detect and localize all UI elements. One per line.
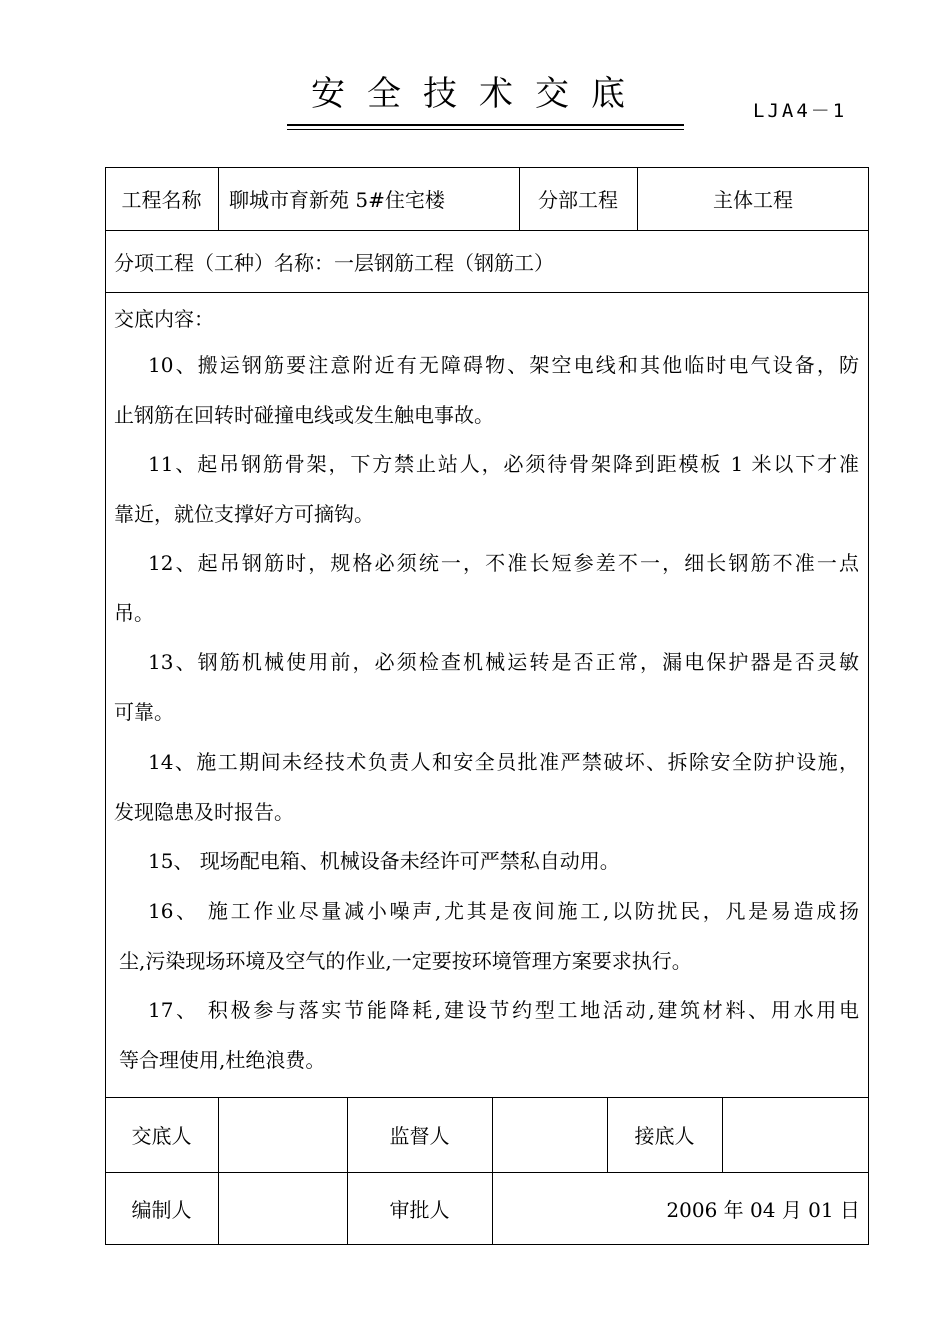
item-11 [114,439,859,539]
item-14 [114,737,859,837]
item-10 [114,340,859,440]
item-line: 10、搬运钢筋要注意附近有无障碍物、架空电线和其他临时电气设备，防 [148,353,859,377]
discloser-value [218,1097,347,1172]
division-label: 分部工程 [538,188,618,212]
item-12 [114,538,859,638]
receiver-value [722,1097,869,1172]
document-title: 安全技术交底 [311,74,647,114]
supervisor-label: 监督人 [389,1124,450,1148]
supervisor-value [492,1097,607,1172]
item-line: 发现隐患及时报告。 [114,800,294,824]
preparer-label: 编制人 [131,1198,192,1222]
item-line: 16、 施工作业尽量减小噪声,尤其是夜间施工,以防扰民，凡是易造成扬 [148,899,859,923]
content-label: 交底内容： [114,307,214,331]
item-line: 12、起吊钢筋时，规格必须统一，不准长短参差不一，细长钢筋不准一点 [148,551,859,575]
discloser-label: 交底人 [131,1124,192,1148]
item-line: 靠近，就位支撑好方可摘钩。 [114,502,374,526]
item-line: 尘,污染现场环境及空气的作业,一定要按环境管理方案要求执行。 [119,949,692,973]
approver-label: 审批人 [389,1198,450,1222]
item-line: 等合理使用,杜绝浪费。 [119,1048,326,1072]
item-line: 吊。 [114,601,154,625]
date-value: 2006 年 04 月 01 日 [666,1198,860,1222]
item-line: 15、 现场配电箱、机械设备未经许可严禁私自动用。 [148,849,620,873]
item-17 [114,985,859,1085]
title-underline [287,124,684,126]
item-15 [114,836,859,886]
item-line: 11、起吊钢筋骨架，下方禁止站人，必须待骨架降到距模板 1 米以下才准 [148,452,859,476]
col-divider [218,167,219,230]
item-line: 17、 积极参与落实节能降耗,建设节约型工地活动,建筑材料、用水用电 [148,998,859,1022]
item-line: 止钢筋在回转时碰撞电线或发生触电事故。 [114,403,494,427]
receiver-label: 接底人 [634,1124,695,1148]
document-code: LJA4－1 [753,100,848,122]
item-line: 可靠。 [114,700,174,724]
subitem-name: 分项工程（工种）名称：一层钢筋工程（钢筋工） [114,250,554,275]
item-line: 14、施工期间未经技术负责人和安全员批准严禁破坏、拆除安全防护设施， [148,750,859,774]
project-name-value: 聊城市育新苑 5#住宅楼 [229,188,445,212]
item-16 [114,886,859,986]
item-line: 13、钢筋机械使用前，必须检查机械运转是否正常，漏电保护器是否灵敏 [148,650,859,674]
item-13 [114,637,859,737]
title-underline-thin [287,129,684,130]
project-name-label: 工程名称 [121,188,202,212]
row-divider [105,292,869,293]
division-value: 主体工程 [713,188,793,212]
preparer-value [218,1172,347,1245]
